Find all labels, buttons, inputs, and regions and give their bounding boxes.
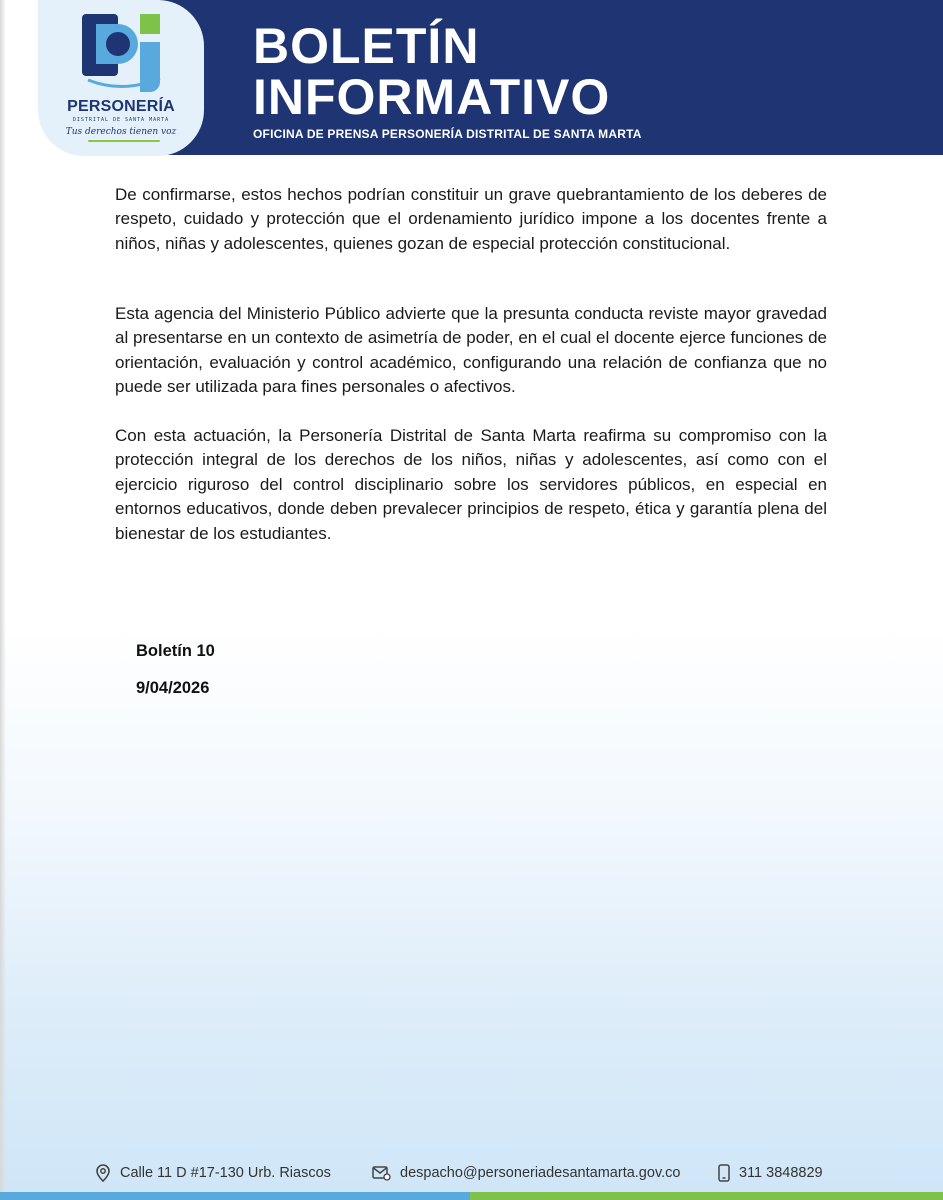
- logo-card: [38, 0, 204, 156]
- footer-email[interactable]: [372, 1163, 680, 1183]
- paragraph-2: Esta agencia del Ministerio Público advierte que la presunta conducta reviste mayor gravedad al presentarse en un contexto de asimetría de poder, en el cual el docente ejerce funciones de orientación, evaluación y control académico, configurando una relación de confianza que no puede ser utilizada para fines personales o afectivos.: [115, 304, 827, 397]
- personeria-logo-icon: [82, 14, 164, 94]
- email-text[interactable]: despacho@personeriadesantamarta.gov.co: [400, 1165, 681, 1181]
- logo-slogan: Tus derechos tienen voz: [65, 127, 177, 137]
- phone-text: 311 3848829: [739, 1165, 823, 1181]
- bulletin-number: Boletín 10: [136, 642, 215, 660]
- footer-bar-blue: [0, 1192, 470, 1200]
- press-office-label: OFICINA DE PRENSA PERSONERÍA DISTRITAL DE SANTA MARTA: [253, 127, 642, 141]
- email-icon: [372, 1165, 391, 1181]
- logo-name: PERSONERÍA: [67, 98, 175, 115]
- paragraph-3: Con esta actuación, la Personería Distrital de Santa Marta reafirma su compromiso con la protección integral de los derechos de los niños, niñas y adolescentes, así como con el ejercicio riguroso del control disciplinario sobre los servidores públicos, en especial en entornos educativos, donde deben prevalecer principios de respeto, ética y garantía plena del bienestar de los estudiantes.: [115, 426, 827, 543]
- page-edge-shadow: [0, 0, 6, 1200]
- location-pin-icon: [95, 1164, 111, 1182]
- footer-bar-green: [470, 1192, 943, 1200]
- phone-icon: [718, 1164, 730, 1182]
- logo-subtitle: DISTRITAL DE SANTA MARTA: [72, 117, 170, 123]
- slogan-underline: [88, 140, 160, 142]
- address-text: Calle 11 D #17-130 Urb. Riascos: [120, 1165, 331, 1181]
- bulletin-title-line1: BOLETÍN: [253, 18, 480, 74]
- footer-address: [95, 1163, 331, 1183]
- footer-phone: [718, 1163, 823, 1183]
- bulletin-date: 9/04/2026: [136, 679, 210, 697]
- bulletin-title-line2: INFORMATIVO: [253, 69, 611, 125]
- paragraph-1: De confirmarse, estos hechos podrían constituir un grave quebrantamiento de los deberes de respeto, cuidado y protección que el ordenamiento jurídico impone a los docentes frente a niños, niñas y adolescentes, quienes gozan de especial protección constitucional.: [115, 185, 827, 253]
